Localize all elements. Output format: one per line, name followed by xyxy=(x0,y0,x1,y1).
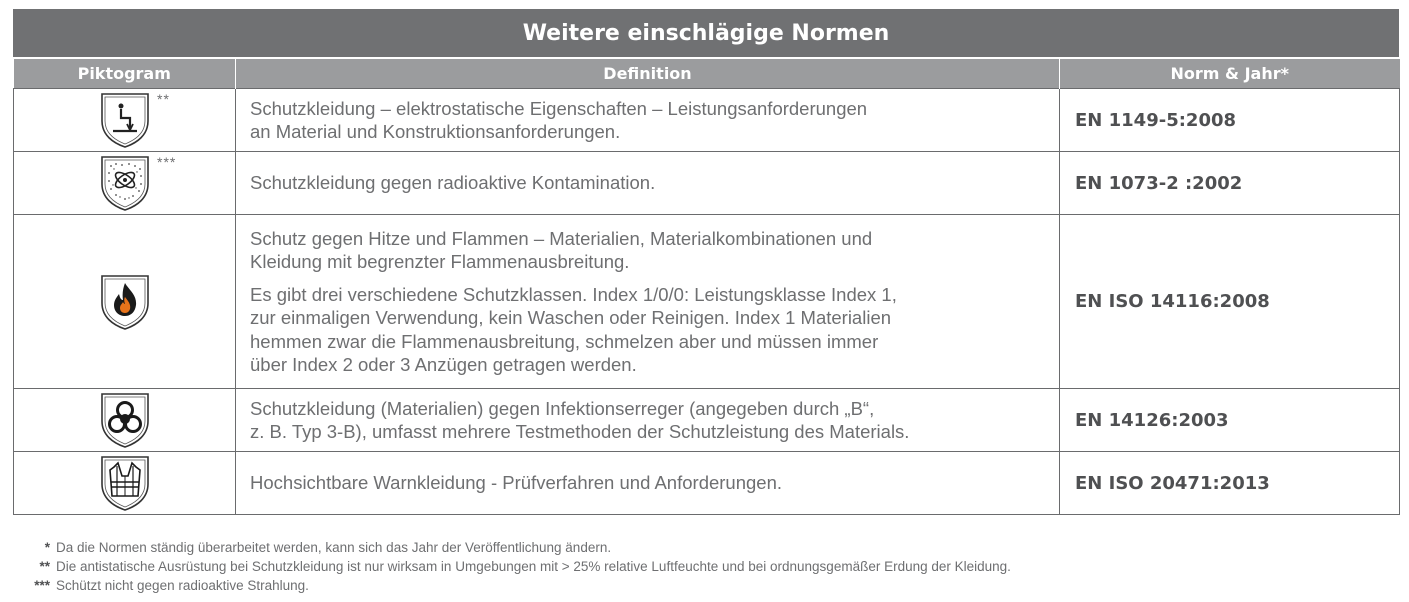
footnote-marker: *** xyxy=(157,154,177,170)
table-title: Weitere einschlägige Normen xyxy=(13,9,1399,57)
norm-cell: EN 1149-5:2008 xyxy=(1060,89,1400,152)
definition-line: hemmen zwar die Flammenausbreitung, schmelzen aber und müssen immer xyxy=(250,330,879,352)
pictogram-cell xyxy=(14,152,236,215)
pictogram-cell xyxy=(14,89,236,152)
definition-cell xyxy=(236,452,1060,515)
footnote-text: Die antistatische Ausrüstung bei Schutzkleidung ist nur wirksam in Umgebungen mit > 25% relative Luftfeuchte und bei ordnungsgemäßer Erdung der Kleidung. xyxy=(56,559,1011,574)
footnote xyxy=(20,538,1011,557)
definition-line: Schutzkleidung gegen radioaktive Kontamination. xyxy=(250,172,656,194)
norms-table xyxy=(13,59,1400,515)
table-row xyxy=(14,215,1400,389)
definition-cell xyxy=(236,152,1060,215)
footnote-mark: ** xyxy=(39,559,50,574)
definition-line: Schutzkleidung – elektrostatische Eigenschaften – Leistungsanforderungen xyxy=(250,97,868,119)
definition-line: Hochsichtbare Warnkleidung - Prüfverfahren und Anforderungen. xyxy=(250,472,783,494)
radioactive-contamination-shield-icon xyxy=(99,154,151,212)
footnote xyxy=(20,557,1011,576)
footnote-text: Da die Normen ständig überarbeitet werden, kann sich das Jahr der Veröffentlichung ändern. xyxy=(56,540,612,555)
table-row xyxy=(14,89,1400,152)
footnote xyxy=(20,576,1011,595)
footnote-mark: * xyxy=(44,540,50,555)
electrostatic-shield-icon xyxy=(99,91,151,149)
pictogram-cell xyxy=(14,389,236,452)
definition-line: Kleidung mit begrenzter Flammenausbreitung. xyxy=(250,251,630,272)
norms-table-container xyxy=(13,9,1399,515)
definition-line: Es gibt drei verschiedene Schutzklassen. Index 1/0/0: Leistungsklasse Index 1, xyxy=(250,283,897,305)
norm-cell: EN 1073-2 :2002 xyxy=(1060,152,1400,215)
table-row xyxy=(14,152,1400,215)
pictogram-cell xyxy=(14,452,236,515)
header-row xyxy=(14,59,1400,89)
table-row xyxy=(14,452,1400,515)
footnote-marker: ** xyxy=(157,91,170,107)
high-visibility-vest-shield-icon xyxy=(99,454,151,512)
definition-line: zur einmaligen Verwendung, kein Waschen oder Reinigen. Index 1 Materialien xyxy=(250,307,892,328)
footnotes xyxy=(20,538,1011,595)
header-pictogram: Piktogram xyxy=(14,59,236,89)
footnote-mark: *** xyxy=(34,578,50,593)
norm-cell: EN ISO 14116:2008 xyxy=(1060,215,1400,389)
footnote-text: Schützt nicht gegen radioaktive Strahlung. xyxy=(56,578,309,593)
table-row xyxy=(14,389,1400,452)
header-definition: Definition xyxy=(236,59,1060,89)
definition-line: Schutzkleidung (Materialien) gegen Infektionserreger (angegeben durch „B“, xyxy=(250,397,875,419)
definition-cell xyxy=(236,389,1060,452)
header-norm: Norm & Jahr* xyxy=(1060,59,1400,89)
definition-line: Schutz gegen Hitze und Flammen – Materialien, Materialkombinationen und xyxy=(250,227,873,249)
flame-shield-icon xyxy=(99,273,151,331)
definition-line: über Index 2 oder 3 Anzügen getragen werden. xyxy=(250,354,637,375)
definition-line: an Material und Konstruktionsanforderungen. xyxy=(250,121,621,142)
norm-cell: EN 14126:2003 xyxy=(1060,389,1400,452)
biohazard-shield-icon xyxy=(99,391,151,449)
pictogram-cell xyxy=(14,215,236,389)
definition-cell xyxy=(236,89,1060,152)
norm-cell: EN ISO 20471:2013 xyxy=(1060,452,1400,515)
definition-line: z. B. Typ 3-B), umfasst mehrere Testmethoden der Schutzleistung des Materials. xyxy=(250,421,910,442)
definition-cell xyxy=(236,215,1060,389)
